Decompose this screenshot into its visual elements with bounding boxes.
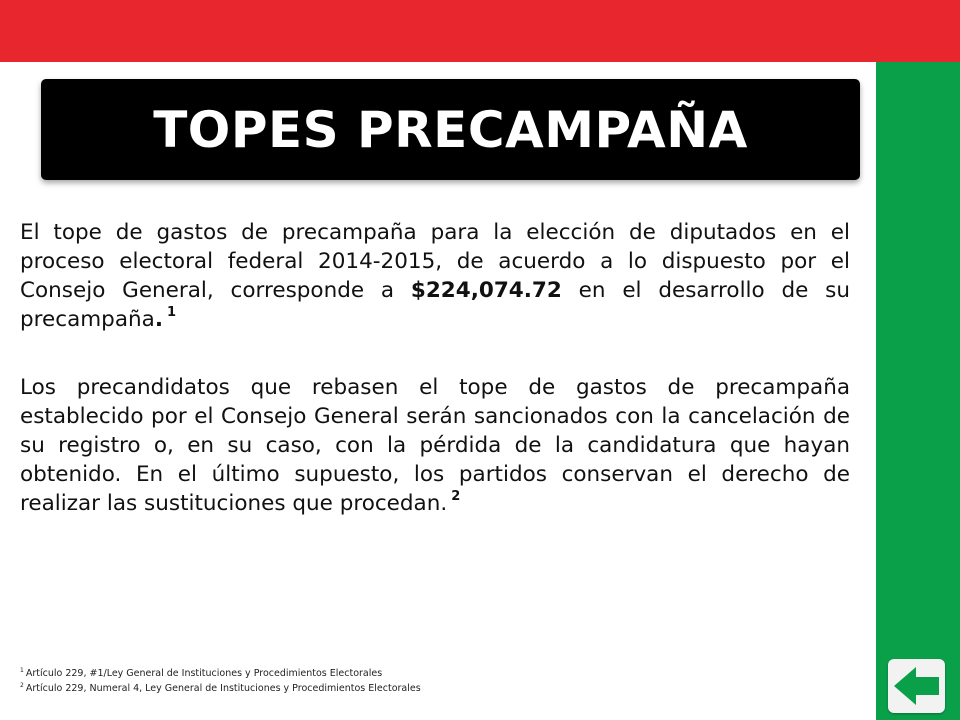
footnote-1: [20, 667, 720, 682]
footnote-2: [20, 682, 720, 697]
paragraph-sanctions: [20, 373, 850, 521]
footnote-ref-2: 2: [451, 489, 461, 504]
back-button[interactable]: [888, 659, 945, 713]
paragraph1-text-after: en el desarrollo de su precampaña: [20, 278, 851, 332]
slide-title: TOPES PRECAMPAÑA: [153, 100, 748, 159]
paragraph1-period: .: [154, 307, 163, 332]
title-banner: [41, 79, 860, 180]
paragraph1-text-before: El tope de gastos de precampaña para la elección de diputados en el proceso electoral federal 2014-2015, de acuerdo a lo dispuesto por el Consejo General, corresponde a: [20, 220, 850, 303]
footnote-2-number: 2: [20, 682, 24, 689]
paragraph2-text: Los precandidatos que rebasen el tope de gastos de precampaña establecido por el Consejo General serán sancionados con la cancelación de su registro o, en su caso, con la pérdida de la candidatura que hayan obtenido. En el último supuesto, los partidos conservan el derecho de realizar las sustituciones que procedan.: [20, 375, 850, 516]
limit-amount: $224,074.72: [410, 278, 562, 303]
footnote-1-number: 1: [20, 667, 24, 674]
footnote-ref-1: 1: [166, 305, 177, 320]
footnote-2-text: Artículo 229, Numeral 4, Ley General de Instituciones y Procedimientos Electorales: [25, 683, 421, 694]
paragraph-precampaign-limit: [20, 218, 850, 337]
side-green-bar: [876, 62, 960, 720]
back-arrow-icon: [888, 659, 945, 713]
footnote-1-text: Artículo 229, #1/Ley General de Instituciones y Procedimientos Electorales: [25, 668, 383, 679]
footnotes: [20, 667, 720, 697]
top-red-bar: [0, 0, 960, 62]
